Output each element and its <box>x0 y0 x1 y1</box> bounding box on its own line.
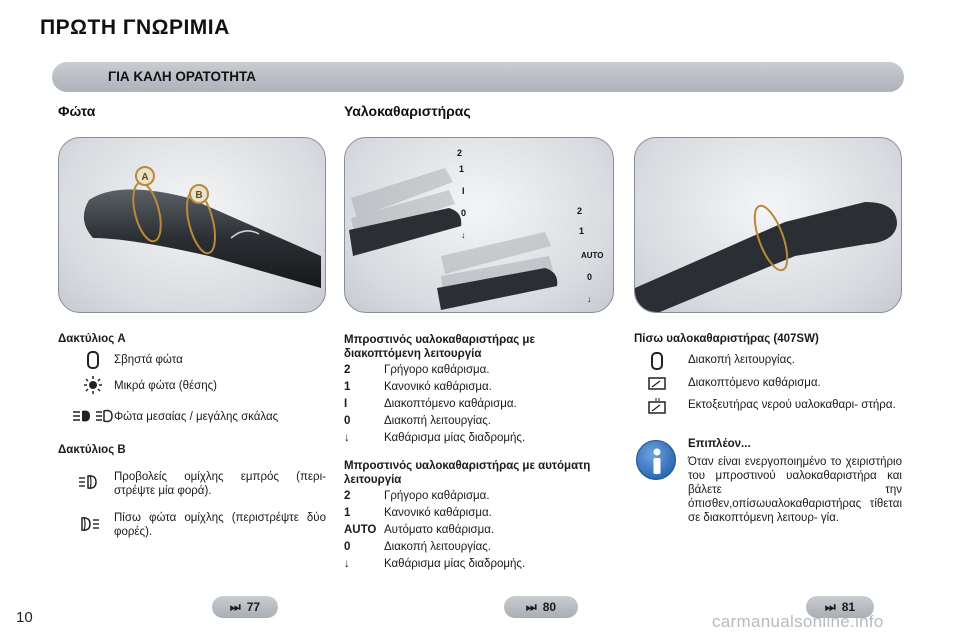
ring-a-heading: Δακτύλιος A <box>58 333 126 345</box>
mark-left-0: 2 <box>457 148 463 158</box>
front-auto-row <box>344 540 491 554</box>
lights-stalk-photo <box>58 137 326 313</box>
front-intermittent-row <box>344 397 517 411</box>
wiper-code: 2 <box>344 490 351 502</box>
mark-right-0: 2 <box>577 206 583 216</box>
wiper-desc: Διακοπτόμενο καθάρισμα. <box>384 398 517 410</box>
skip-forward-icon: ⏭ <box>525 599 537 614</box>
front-intermittent-heading: Μπροστινός υαλοκαθαριστήρας με διακοπτόμενη λειτουργία <box>344 334 535 360</box>
lights-off-text: Σβηστά φώτα <box>114 354 183 366</box>
page-link-77[interactable] <box>212 596 278 618</box>
sidelights-icon <box>80 375 106 395</box>
mark-right-3: 0 <box>587 272 593 282</box>
front-auto-row <box>344 489 490 503</box>
front-intermittent-row <box>344 380 492 394</box>
section-banner-label: ΓΙΑ ΚΑΛΗ ΟΡΑΤΟΤΗΤΑ <box>108 69 256 84</box>
mark-right-4: ↓ <box>587 294 592 304</box>
wiper-desc: Κανονικό καθάρισμα. <box>384 381 492 393</box>
rear-washer-text: Εκτοξευτήρας νερού υαλοκαθαρι- στήρα. <box>688 399 896 411</box>
mark-right-2: AUTO <box>581 251 604 260</box>
wiper-code: I <box>344 398 348 410</box>
page-link-80[interactable] <box>504 596 578 618</box>
skip-forward-icon: ⏭ <box>824 599 836 614</box>
info-text: Όταν είναι ενεργοποιημένο το χειριστήριο του μπροστινού υαλοκαθαριστήρα και βάλετε την όπισθεν,οπίσωυαλοκαθαριστήρας τίθεται σε διακοπτόμενη λειτουρ- γία. <box>688 456 902 524</box>
wipers-heading: Υαλοκαθαριστήρας <box>344 103 471 119</box>
stalk-body <box>84 189 321 288</box>
mark-right-1: 1 <box>579 226 585 236</box>
rear-washer-icon <box>644 397 670 417</box>
rear-wiper-heading: Πίσω υαλοκαθαριστήρας (407SW) <box>634 333 819 345</box>
rear-fog-text: Πίσω φώτα ομίχλης (περιστρέψτε δύο φορές). <box>114 512 326 538</box>
page-link-81-label: 81 <box>841 600 856 614</box>
sidelights-text: Μικρά φώτα (θέσης) <box>114 380 217 392</box>
ring-b-heading: Δακτύλιος B <box>58 444 126 456</box>
wiper-desc: Διακοπή λειτουργίας. <box>384 541 491 553</box>
watermark: carmanualsonline.info <box>712 612 884 631</box>
wiper-desc: Κανονικό καθάρισμα. <box>384 507 492 519</box>
front-auto-row <box>344 557 525 571</box>
wiper-desc: Διακοπή λειτουργίας. <box>384 415 491 427</box>
front-intermittent-row <box>344 363 490 377</box>
page-link-77-label: 77 <box>246 600 261 614</box>
ring-a-letter: A <box>141 172 149 183</box>
wiper-desc: Αυτόματο καθάρισμα. <box>384 524 495 536</box>
skip-forward-icon: ⏭ <box>229 599 241 614</box>
ring-b-letter: B <box>195 190 203 201</box>
front-auto-heading: Μπροστινός υαλοκαθαριστήρας με αυτόματη λειτουργία <box>344 460 591 486</box>
lights-off-icon <box>80 350 106 370</box>
front-wiper-stalk-photo <box>344 137 614 313</box>
wiper-code: 1 <box>344 381 351 393</box>
rear-wiper-stalk-photo <box>634 137 902 313</box>
wiper-code: 2 <box>344 364 351 376</box>
front-intermittent-row <box>344 414 491 428</box>
page-title: ΠΡΩΤΗ ΓΝΩΡΙΜΙΑ <box>40 16 230 39</box>
page-link-80-label: 80 <box>542 600 557 614</box>
mark-left-1: 1 <box>459 164 465 174</box>
headlights-icon <box>72 406 116 426</box>
front-auto-row <box>344 523 494 537</box>
front-intermittent-row <box>344 431 525 445</box>
wiper-code: 1 <box>344 507 351 519</box>
wiper-desc: Γρήγορο καθάρισμα. <box>384 490 490 502</box>
wiper-code: 0 <box>344 541 351 553</box>
mark-left-3: 0 <box>461 208 467 218</box>
front-auto-row <box>344 506 492 520</box>
wiper-desc: Καθάρισμα μίας διαδρομής. <box>384 558 526 570</box>
wiper-code: ↓ <box>344 558 350 570</box>
headlights-text: Φώτα μεσαίας / μεγάλης σκάλας <box>114 411 279 423</box>
wiper-desc: Γρήγορο καθάρισμα. <box>384 364 490 376</box>
info-icon <box>636 440 676 480</box>
wiper-code: ↓ <box>344 432 350 444</box>
rear-wiper-intermittent-icon <box>644 374 670 394</box>
wiper-code: AUTO <box>344 524 377 536</box>
section-banner <box>52 62 904 92</box>
front-fog-text: Προβολείς ομίχλης εμπρός (περι- στρέψτε μία φορά). <box>114 471 326 497</box>
rear-fog-icon <box>76 514 102 534</box>
wiper-desc: Καθάρισμα μίας διαδρομής. <box>384 432 526 444</box>
page-number: 10 <box>16 609 33 626</box>
rear-wiper-intermittent-text: Διακοπτόμενο καθάρισμα. <box>688 377 821 389</box>
wiper-code: 0 <box>344 415 351 427</box>
mark-left-4: ↓ <box>461 230 466 240</box>
wiper-off-icon <box>644 351 670 371</box>
rear-wiper-off-text: Διακοπή λειτουργίας. <box>688 354 795 366</box>
mark-left-2: I <box>462 186 465 196</box>
lights-heading: Φώτα <box>58 103 96 119</box>
front-fog-icon <box>76 472 102 492</box>
info-title: Επιπλέον... <box>688 438 751 450</box>
